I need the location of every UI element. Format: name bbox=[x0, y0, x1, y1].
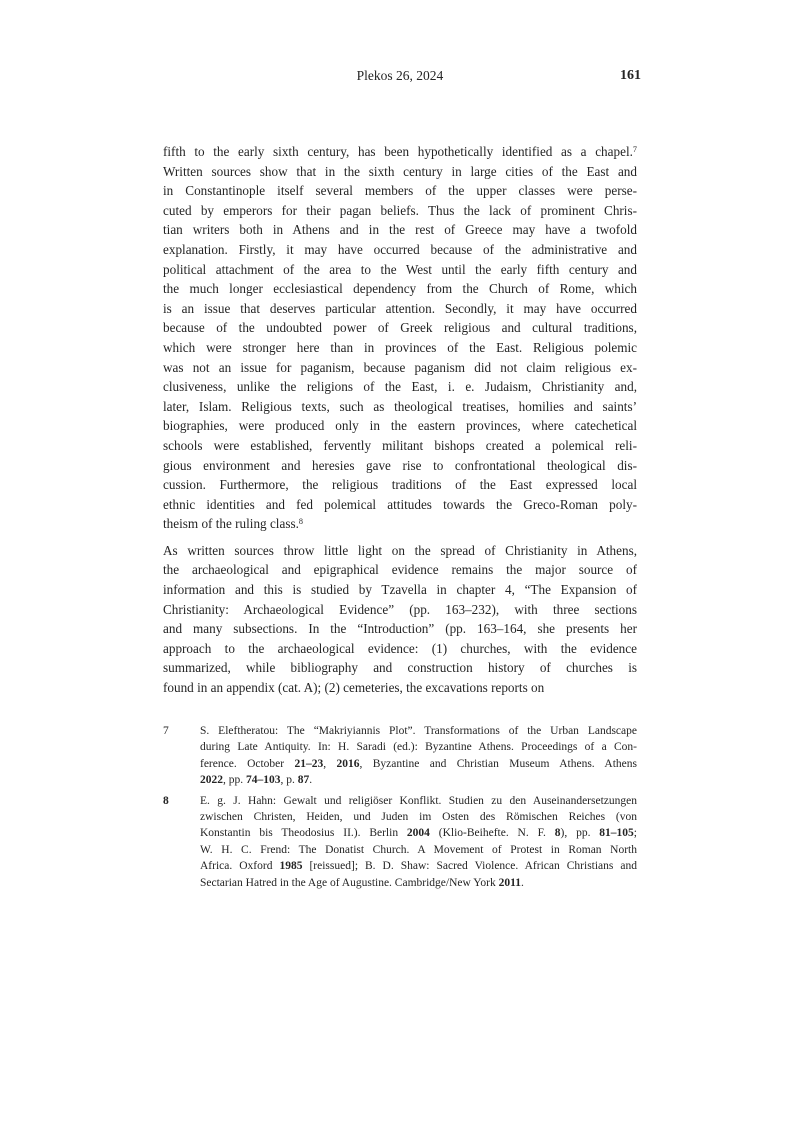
text-line: Konstantin bis Theodosius II.). Berlin 2004 (Klio-Beihefte. N. F. 8), pp. 81–105; bbox=[200, 827, 637, 840]
text-line: approach to the archaeological evidence: (1) churches, with the evidence bbox=[163, 640, 637, 656]
text-line: summarized, while bibliography and construction history of churches is bbox=[163, 660, 637, 676]
bold-numeral: 8 bbox=[554, 827, 561, 840]
text-line: biographies, were produced only in the eastern provinces, where catechetical bbox=[163, 418, 637, 434]
text-line: information and this is studied by Tzavella in chapter 4, “The Expansion of bbox=[163, 582, 637, 598]
text-line: 2022, pp. 74–103, p. 87. bbox=[200, 774, 313, 787]
text-line: in Constantinople itself several members of the upper classes were perse- bbox=[163, 183, 637, 199]
text-line: the much longer ecclesiastical dependency from the Church of Rome, which bbox=[163, 281, 637, 297]
footnote-marker: 7 bbox=[163, 725, 169, 737]
text-line: S. Eleftheratou: The “Makriyiannis Plot”. Transformations of the Urban Landscape bbox=[200, 725, 637, 737]
text-line: Written sources show that in the sixth century in large cities of the East and bbox=[163, 163, 637, 179]
footnote bbox=[163, 723, 637, 789]
text-line: Sectarian Hatred in the Age of Augustine. Cambridge/New York 2011. bbox=[200, 876, 524, 889]
text-line: tian writers both in Athens and in the rest of Greece may have a twofold bbox=[163, 222, 637, 238]
journal-title: Plekos 26, 2024 bbox=[356, 68, 444, 83]
text-line: clusiveness, unlike the religions of the East, i. e. Judaism, Christianity and, bbox=[163, 379, 637, 395]
bold-numeral: 81–105 bbox=[599, 827, 634, 840]
text-line: and many subsections. In the “Introduction” (pp. 163–164, she presents her bbox=[163, 621, 637, 637]
bold-numeral: 74–103 bbox=[246, 774, 281, 787]
text-line: theism of the ruling class.$^8$ bbox=[163, 516, 303, 532]
text-line: fifth to the early sixth century, has been hypothetically identified as a chapel.$^7$ bbox=[163, 144, 637, 159]
body-text bbox=[163, 142, 637, 698]
text-line: is an issue that deserves particular attention. Secondly, it may have occurred bbox=[163, 300, 637, 316]
footnote-ref: 7 bbox=[632, 144, 637, 154]
text-line: the archaeological and epigraphical evidence remains the major source of bbox=[163, 562, 637, 578]
text-line: As written sources throw little light on the spread of Christianity in Athens, bbox=[163, 542, 637, 558]
bold-numeral: 1985 bbox=[279, 860, 303, 873]
text-line: W. H. C. Frend: The Donatist Church. A Movement of Protest in Roman North bbox=[200, 843, 637, 856]
text-line: zwischen Christen, Heiden, und Juden im Osten des Römischen Reiches (von bbox=[200, 810, 637, 823]
footnote-marker: 8 bbox=[163, 794, 169, 807]
text-line: during Late Antiquity. In: H. Saradi (ed.): Byzantine Athens. Proceedings of a Con- bbox=[200, 741, 637, 754]
text-line: because of the undoubted power of Greek religious and cultural traditions, bbox=[163, 320, 637, 336]
text-line: was not an issue for paganism, because paganism did not claim religious ex- bbox=[163, 359, 637, 375]
paragraph bbox=[163, 541, 637, 698]
paragraph bbox=[163, 142, 637, 534]
text-line: Christianity: Archaeological Evidence” (pp. 163–232), with three sections bbox=[163, 601, 637, 617]
bold-numeral: 2016 bbox=[336, 757, 360, 770]
footnote bbox=[163, 793, 637, 891]
running-head bbox=[163, 67, 641, 87]
text-line: found in an appendix (cat. A); (2) cemeteries, the excavations reports on bbox=[163, 680, 545, 696]
bold-numeral: 87 bbox=[297, 774, 310, 787]
text-line: schools were established, fervently militant bishops created a polemical reli- bbox=[163, 437, 637, 453]
bold-numeral: 21–23 bbox=[294, 757, 324, 770]
footnote-text bbox=[200, 723, 637, 789]
footnote-ref: 8 bbox=[298, 517, 303, 527]
text-line: which were stronger here than in provinces of the East. Religious polemic bbox=[163, 339, 637, 355]
text-line: ference. October 21–23, 2016, Byzantine and Christian Museum Athens. Athens bbox=[200, 757, 637, 770]
text-line: ethnic identities and fed polemical attitudes towards the Greco-Roman poly- bbox=[163, 496, 637, 512]
text-line: Africa. Oxford 1985 [reissued]; B. D. Shaw: Sacred Violence. African Christians and bbox=[200, 860, 637, 873]
text-line: gious environment and heresies gave rise to confrontational theological dis- bbox=[163, 457, 637, 473]
text-line: cuted by emperors for their pagan beliefs. Thus the lack of prominent Chris- bbox=[163, 202, 637, 218]
bold-numeral: 2004 bbox=[406, 827, 430, 840]
text-line: cussion. Furthermore, the religious traditions of the East expressed local bbox=[163, 477, 637, 493]
bold-numeral: 2011 bbox=[498, 876, 521, 889]
bold-numeral: 2022 bbox=[200, 774, 223, 787]
text-line: explanation. Firstly, it may have occurred because of the administrative and bbox=[163, 241, 637, 257]
page-number: 161 bbox=[620, 68, 641, 83]
text-line: political attachment of the area to the West until the early fifth century and bbox=[163, 261, 637, 277]
text-line: later, Islam. Religious texts, such as theological treatises, homilies and saints’ bbox=[163, 398, 637, 414]
text-line: E. g. J. Hahn: Gewalt und religiöser Konflikt. Studien zu den Auseinandersetzungen bbox=[200, 794, 637, 807]
footnotes-section bbox=[163, 723, 637, 891]
footnote-text bbox=[200, 793, 637, 891]
